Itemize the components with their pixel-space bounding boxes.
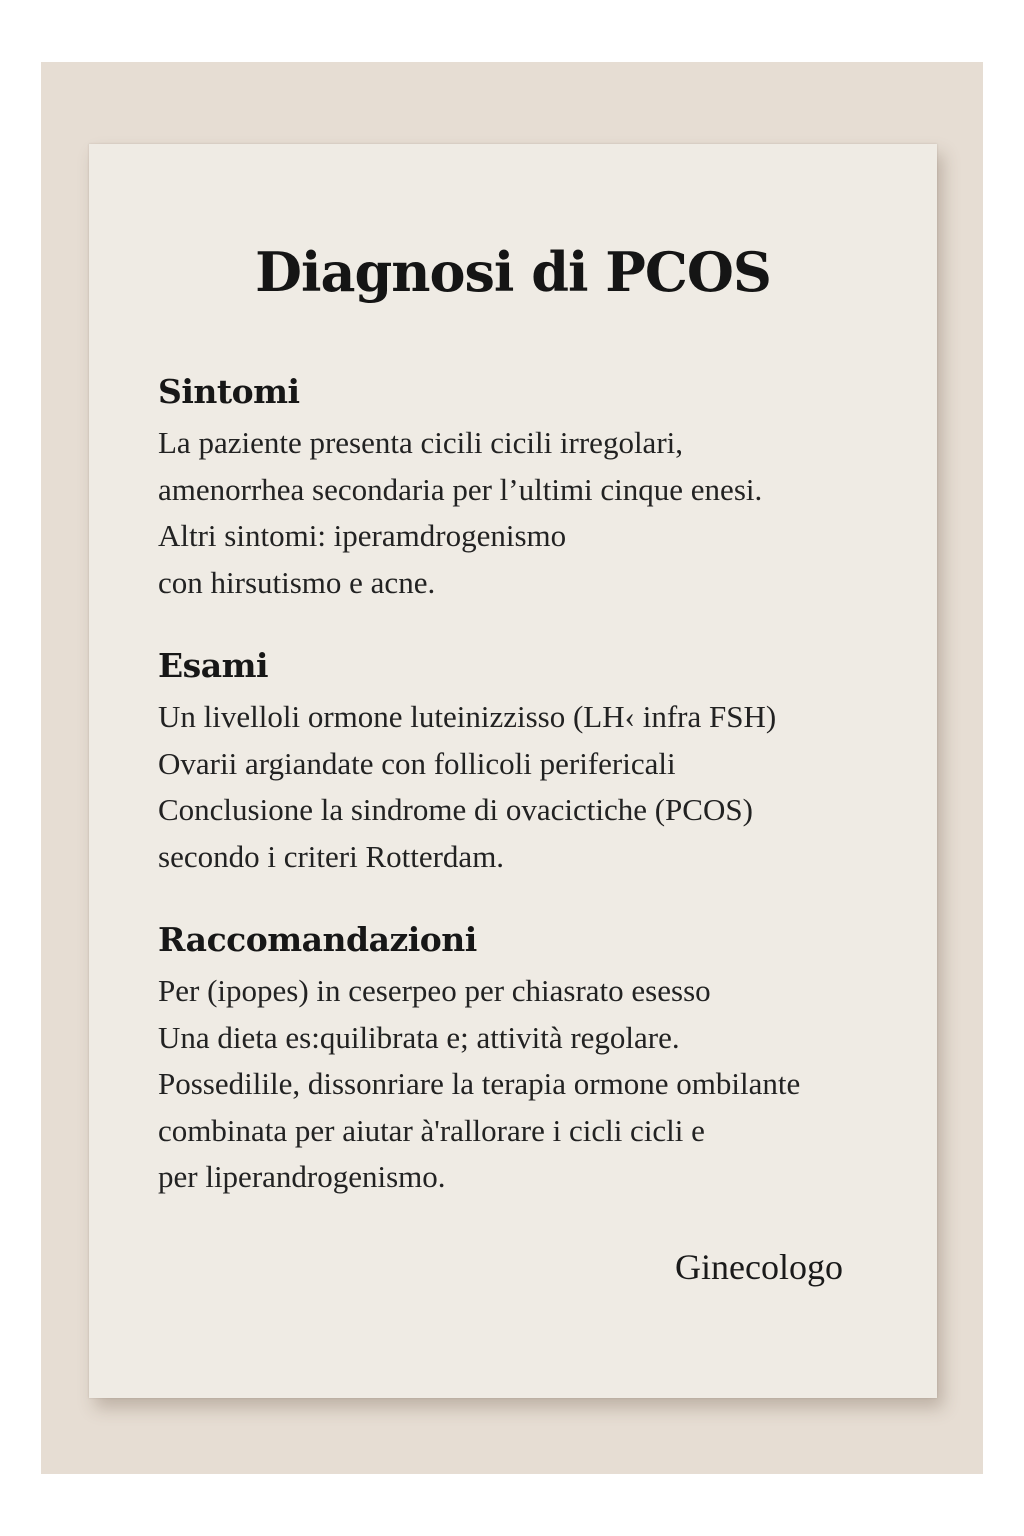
raccomandazioni-line: Possedilile, dissonriare la terapia ormone ombilante [158,1066,801,1101]
diagnosis-card [89,144,937,1398]
raccomandazioni-line: per liperandrogenismo. [158,1159,446,1194]
raccomandazioni-line: Una dieta es:quilibrata e; attività regolare. [158,1019,680,1055]
esami-line: Un livelloli ormone luteinizzisso (LH‹ infra FSH) [158,699,777,734]
section-heading-esami: Esami [158,646,269,685]
signature: Ginecologo [675,1247,843,1287]
section-heading-raccomandazioni: Raccomandazioni [158,920,477,959]
raccomandazioni-line: Per (ipopes) in ceserpeo per chiasrato esesso [158,973,711,1008]
section-raccomandazioni [158,918,898,1201]
sintomi-line: La paziente presenta cicili cicili irregolari, [158,425,684,460]
esami-line: Ovarii argiandate con follicoli perifericali [158,745,676,781]
esami-line: Conclusione la sindrome di ovacictiche (PCOS) [158,792,753,827]
esami-line: secondo i criteri Rotterdam. [158,838,505,874]
sintomi-line: amenorrhea secondaria per l’ultimi cinque enesi. [158,471,763,507]
raccomandazioni-line: combinata per aiutar à'rallorare i cicli cicli e [158,1112,705,1148]
section-esami [158,644,898,880]
section-heading-sintomi: Sintomi [158,372,300,411]
section-sintomi [158,370,898,606]
sintomi-line: Altri sintomi: iperamdrogenismo [158,518,567,553]
document-title: Diagnosi di PCOS [255,240,771,304]
sintomi-line: con hirsutismo e acne. [158,564,436,600]
